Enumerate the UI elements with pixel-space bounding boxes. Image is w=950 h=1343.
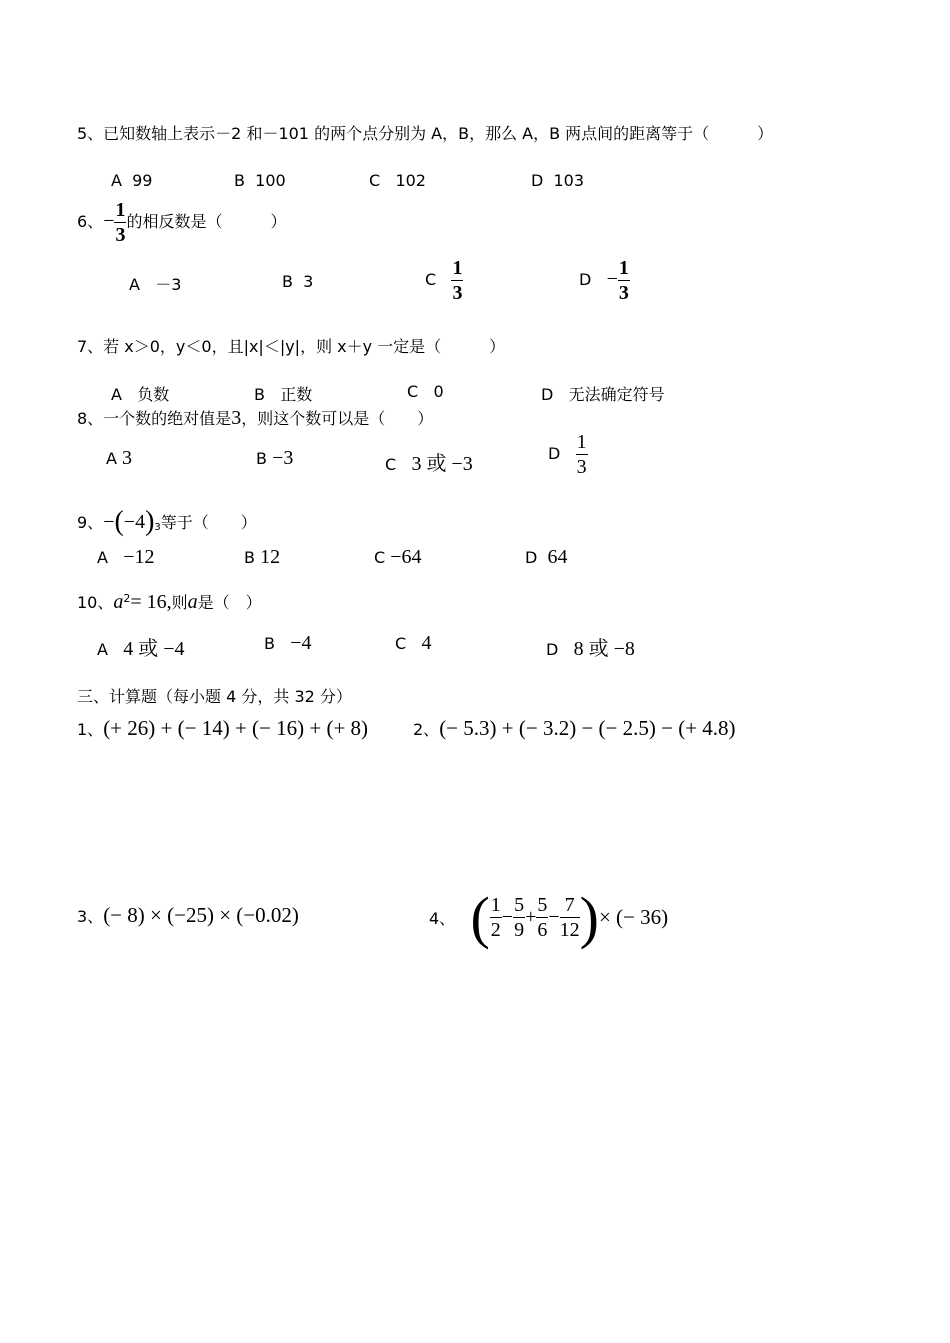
q8-option-c: C 3 或 −3 — [385, 453, 473, 475]
q6-option-d: D − $\frac{1}{3}$ — [579, 257, 629, 304]
q6-option-b: B 3 — [282, 272, 314, 291]
q7-option-a: A 负数 — [111, 385, 170, 404]
q7-option-d: D 无法确定符号 — [541, 385, 665, 404]
q8-option-b: B −3 — [256, 447, 294, 469]
q8-option-a: A 3 — [106, 447, 133, 469]
q10-option-d: D 8 或 −8 — [546, 638, 635, 660]
q7-stem: 7、若 x＞0，y＜0，且|x|＜|y|，则 x＋y 一定是（ ） — [77, 337, 506, 356]
q9-option-b: B 12 — [244, 546, 281, 568]
problem-2: 2、(− 5.3) + (− 3.2) − (− 2.5) − (+ 4.8) — [413, 716, 736, 740]
q5-option-b: B 100 — [234, 171, 286, 190]
q7-option-c: C 0 — [407, 382, 444, 401]
q6-option-c: C $\frac{1}{3}$ — [425, 257, 463, 304]
problem-4: 4、 ( $\frac{1}{2}$ − $\frac{5}{9}$ + $\frac{5}{6}$ − $\frac{7}{12}$ )× (− 36) — [429, 885, 669, 950]
q5-stem: 5、已知数轴上表示－2 和－101 的两个点分别为 A，B，那么 A，B 两点间的距离等于（ ） — [77, 124, 774, 143]
q6-stem: 6、− $\frac{1}{3}$ 的相反数是（ ） — [77, 199, 287, 246]
problem-1: 1、(+ 26) + (− 14) + (− 16) + (+ 8) — [77, 716, 369, 740]
q8-stem: 8、一个数的绝对值是3，则这个数可以是（ ） — [77, 407, 434, 429]
q9-option-d: D 64 — [525, 546, 568, 568]
q9-option-a: A −12 — [97, 546, 155, 568]
q5-option-a: A 99 — [111, 171, 153, 190]
q5-option-c: C 102 — [369, 171, 426, 190]
problem-3: 3、(− 8) × (−25) × (−0.02) — [77, 903, 299, 927]
q10-option-a: A 4 或 −4 — [97, 638, 185, 660]
q9-stem: 9、−(−4)3等于（ ） — [77, 506, 257, 537]
q10-option-c: C 4 — [395, 632, 432, 654]
q7-option-b: B 正数 — [254, 385, 313, 404]
q5-option-d: D 103 — [531, 171, 585, 190]
section-title: 三、计算题（每小题 4 分，共 32 分） — [77, 687, 352, 706]
q9-option-c: C −64 — [374, 546, 422, 568]
q10-option-b: B −4 — [264, 632, 312, 654]
q8-option-d: D $\frac{1}{3}$ — [548, 431, 587, 478]
q10-stem: 10、$a^2= 16$,则a是（ ） — [77, 591, 262, 613]
q6-option-a: A －3 — [129, 275, 182, 294]
